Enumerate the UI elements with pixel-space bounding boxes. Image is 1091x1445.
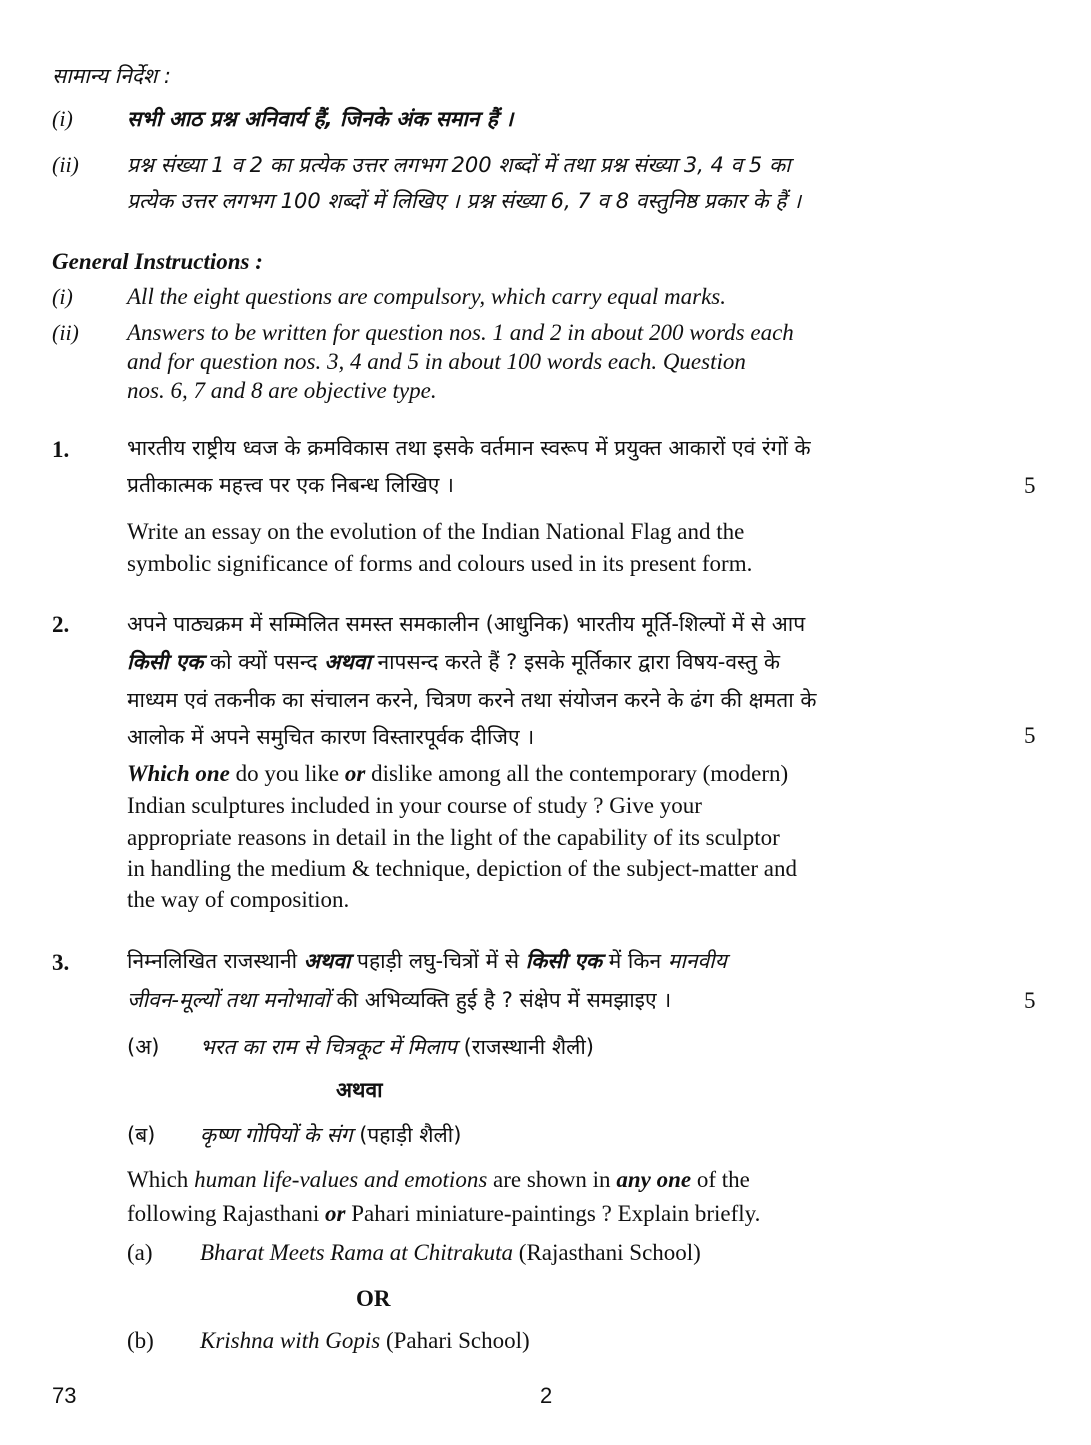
hindi-instructions-heading: सामान्य निर्देश :: [52, 64, 171, 88]
q3-english-text-2a: following Rajasthani: [127, 1201, 320, 1226]
q3-english-or-separator: OR: [356, 1286, 391, 1311]
q3-hindi-option-a-label: (अ): [127, 1035, 160, 1059]
q3-hindi-or: अथवा: [303, 949, 351, 973]
q3-hindi-text-a: निम्नलिखित राजस्थानी: [127, 949, 298, 973]
q3-hindi-option-a-title: भरत का राम से चित्रकूट में मिलाप: [200, 1035, 457, 1059]
question-1-number: 1.: [52, 437, 70, 462]
question-2-english-line3: appropriate reasons in detail in the light of the capability of its sculptor: [127, 825, 780, 850]
question-2-marks: 5: [1024, 723, 1036, 748]
q3-hindi-option-a-school: (राजस्थानी शैली): [463, 1035, 594, 1059]
hindi-instruction-1-text: सभी आठ प्रश्न अनिवार्य हैं, जिनके अंक समान हैं ।: [127, 107, 514, 131]
question-1-hindi-line2: प्रतीकात्मक महत्त्व पर एक निबन्ध लिखिए ।: [127, 473, 454, 497]
english-instruction-2-line2: and for question nos. 3, 4 and 5 in about 100 words each. Question: [127, 349, 746, 374]
question-3-number: 3.: [52, 950, 70, 975]
q3-english-option-a-title: Bharat Meets Rama at Chitrakuta: [200, 1240, 514, 1265]
hindi-instruction-2-line1: प्रश्न संख्या 1 व 2 का प्रत्येक उत्तर लगभग 200 शब्दों में तथा प्रश्न संख्या 3, 4 व 5 का: [127, 153, 791, 177]
question-2-number: 2.: [52, 612, 70, 637]
question-3-english-line2: [127, 1198, 760, 1229]
q3-english-text-c: are shown in: [493, 1167, 611, 1192]
q3-hindi-text-e: में किन: [608, 949, 662, 973]
q3-hindi-life-values: जीवन-मूल्यों तथा मनोभावों: [127, 988, 330, 1012]
english-instruction-2-line3: nos. 6, 7 and 8 are objective type.: [127, 378, 437, 403]
question-1-english-line1: Write an essay on the evolution of the Indian National Flag and the: [127, 519, 745, 544]
q3-hindi-text-c: पहाड़ी लघु-चित्रों में से: [357, 949, 520, 973]
english-instruction-num-1: (i): [52, 284, 73, 309]
q3-english-option-a-school: (Rajasthani School): [518, 1240, 701, 1265]
hindi-instruction-1: [127, 101, 513, 137]
question-1-marks: 5: [1024, 473, 1036, 498]
hindi-instruction-2-line2: प्रत्येक उत्तर लगभग 100 शब्दों में लिखिए । प्रश्न संख्या 6, 7 व 8 वस्तुनिष्ठ प्रकार के हैं ।: [127, 189, 802, 213]
question-2-hindi-line2: [127, 644, 780, 680]
question-2-hindi-line3: माध्यम एवं तकनीक का संचालन करने, चित्रण करने तथा संयोजन करने के ढंग की क्षमता के: [127, 688, 817, 712]
q3-english-option-b-label: (b): [127, 1328, 154, 1353]
page-number: 2: [540, 1383, 553, 1408]
q3-hindi-option-b-label: (ब): [127, 1123, 156, 1147]
question-3-hindi-line1: [127, 943, 727, 979]
q2-english-text-b: do you like: [235, 761, 340, 786]
q3-english-option-b-school: (Pahari School): [385, 1328, 530, 1353]
english-instruction-num-2: (ii): [52, 320, 79, 345]
q3-hindi-option-b: [200, 1117, 461, 1153]
q3-english-option-a-label: (a): [127, 1240, 153, 1265]
english-instructions-heading: General Instructions :: [52, 249, 263, 274]
q2-hindi-text-b: को क्यों पसन्द: [209, 650, 318, 674]
question-3-hindi-line2: [127, 982, 671, 1018]
question-2-english-line4: in handling the medium & technique, depiction of the subject-matter and: [127, 856, 798, 881]
q2-english-or: or: [344, 761, 366, 786]
question-2-english-line1: [127, 758, 788, 789]
hindi-instruction-num-1: (i): [52, 106, 73, 131]
q2-hindi-any-one: किसी एक: [127, 650, 204, 674]
question-2-english-line2: Indian sculptures included in your course of study ? Give your: [127, 793, 702, 818]
english-instruction-2-line1: Answers to be written for question nos. 1 and 2 in about 200 words each: [127, 320, 794, 345]
q3-hindi-any-one: किसी एक: [525, 949, 602, 973]
q3-english-text-e: of the: [696, 1167, 750, 1192]
q3-english-or: or: [325, 1201, 346, 1226]
hindi-instruction-num-2: (ii): [52, 152, 79, 177]
question-2-english-line5: the way of composition.: [127, 887, 350, 912]
q3-hindi-option-a: [200, 1029, 594, 1065]
q3-hindi-text-b2: की अभिव्यक्ति हुई है ? संक्षेप में समझाइए ।: [336, 988, 672, 1012]
question-3-english-line1: [127, 1164, 750, 1195]
q2-hindi-text-d: नापसन्द करते हैं ? इसके मूर्तिकार द्वारा विषय-वस्तु के: [377, 650, 780, 674]
q3-hindi-option-b-school: (पहाड़ी शैली): [359, 1123, 462, 1147]
english-instruction-1: All the eight questions are compulsory, which carry equal marks.: [127, 284, 726, 309]
q2-english-which-one: Which one: [127, 761, 230, 786]
q3-english-life-values: human life-values and emotions: [194, 1167, 488, 1192]
question-2-hindi-line4: आलोक में अपने समुचित कारण विस्तारपूर्वक दीजिए ।: [127, 725, 535, 749]
q3-hindi-or-separator: अथवा: [336, 1078, 383, 1102]
question-3-marks: 5: [1024, 988, 1036, 1013]
q3-english-any-one: any one: [616, 1167, 692, 1192]
q3-english-option-b: [200, 1325, 530, 1356]
q3-hindi-option-b-title: कृष्ण गोपियों के संग: [200, 1123, 353, 1147]
paper-code: 73: [52, 1383, 77, 1408]
q3-english-option-a: [200, 1237, 701, 1268]
q3-english-option-b-title: Krishna with Gopis: [200, 1328, 381, 1353]
q3-english-text-2c: Pahari miniature-paintings ? Explain briefly.: [351, 1201, 761, 1226]
question-1-english-line2: symbolic significance of forms and colours used in its present form.: [127, 551, 753, 576]
q2-hindi-or: अथवा: [324, 650, 371, 674]
question-1-hindi-line1: भारतीय राष्ट्रीय ध्वज के क्रमविकास तथा इसके वर्तमान स्वरूप में प्रयुक्त आकारों एवं रंगों के: [127, 436, 811, 460]
q2-english-text-d: dislike among all the contemporary (modern): [371, 761, 789, 786]
q3-hindi-text-f: मानवीय: [667, 949, 727, 973]
question-2-hindi-line1: अपने पाठ्यक्रम में सम्मिलित समस्त समकालीन (आधुनिक) भारतीय मूर्ति-शिल्पों में से आप: [127, 612, 806, 636]
q3-english-text-a: Which: [127, 1167, 189, 1192]
